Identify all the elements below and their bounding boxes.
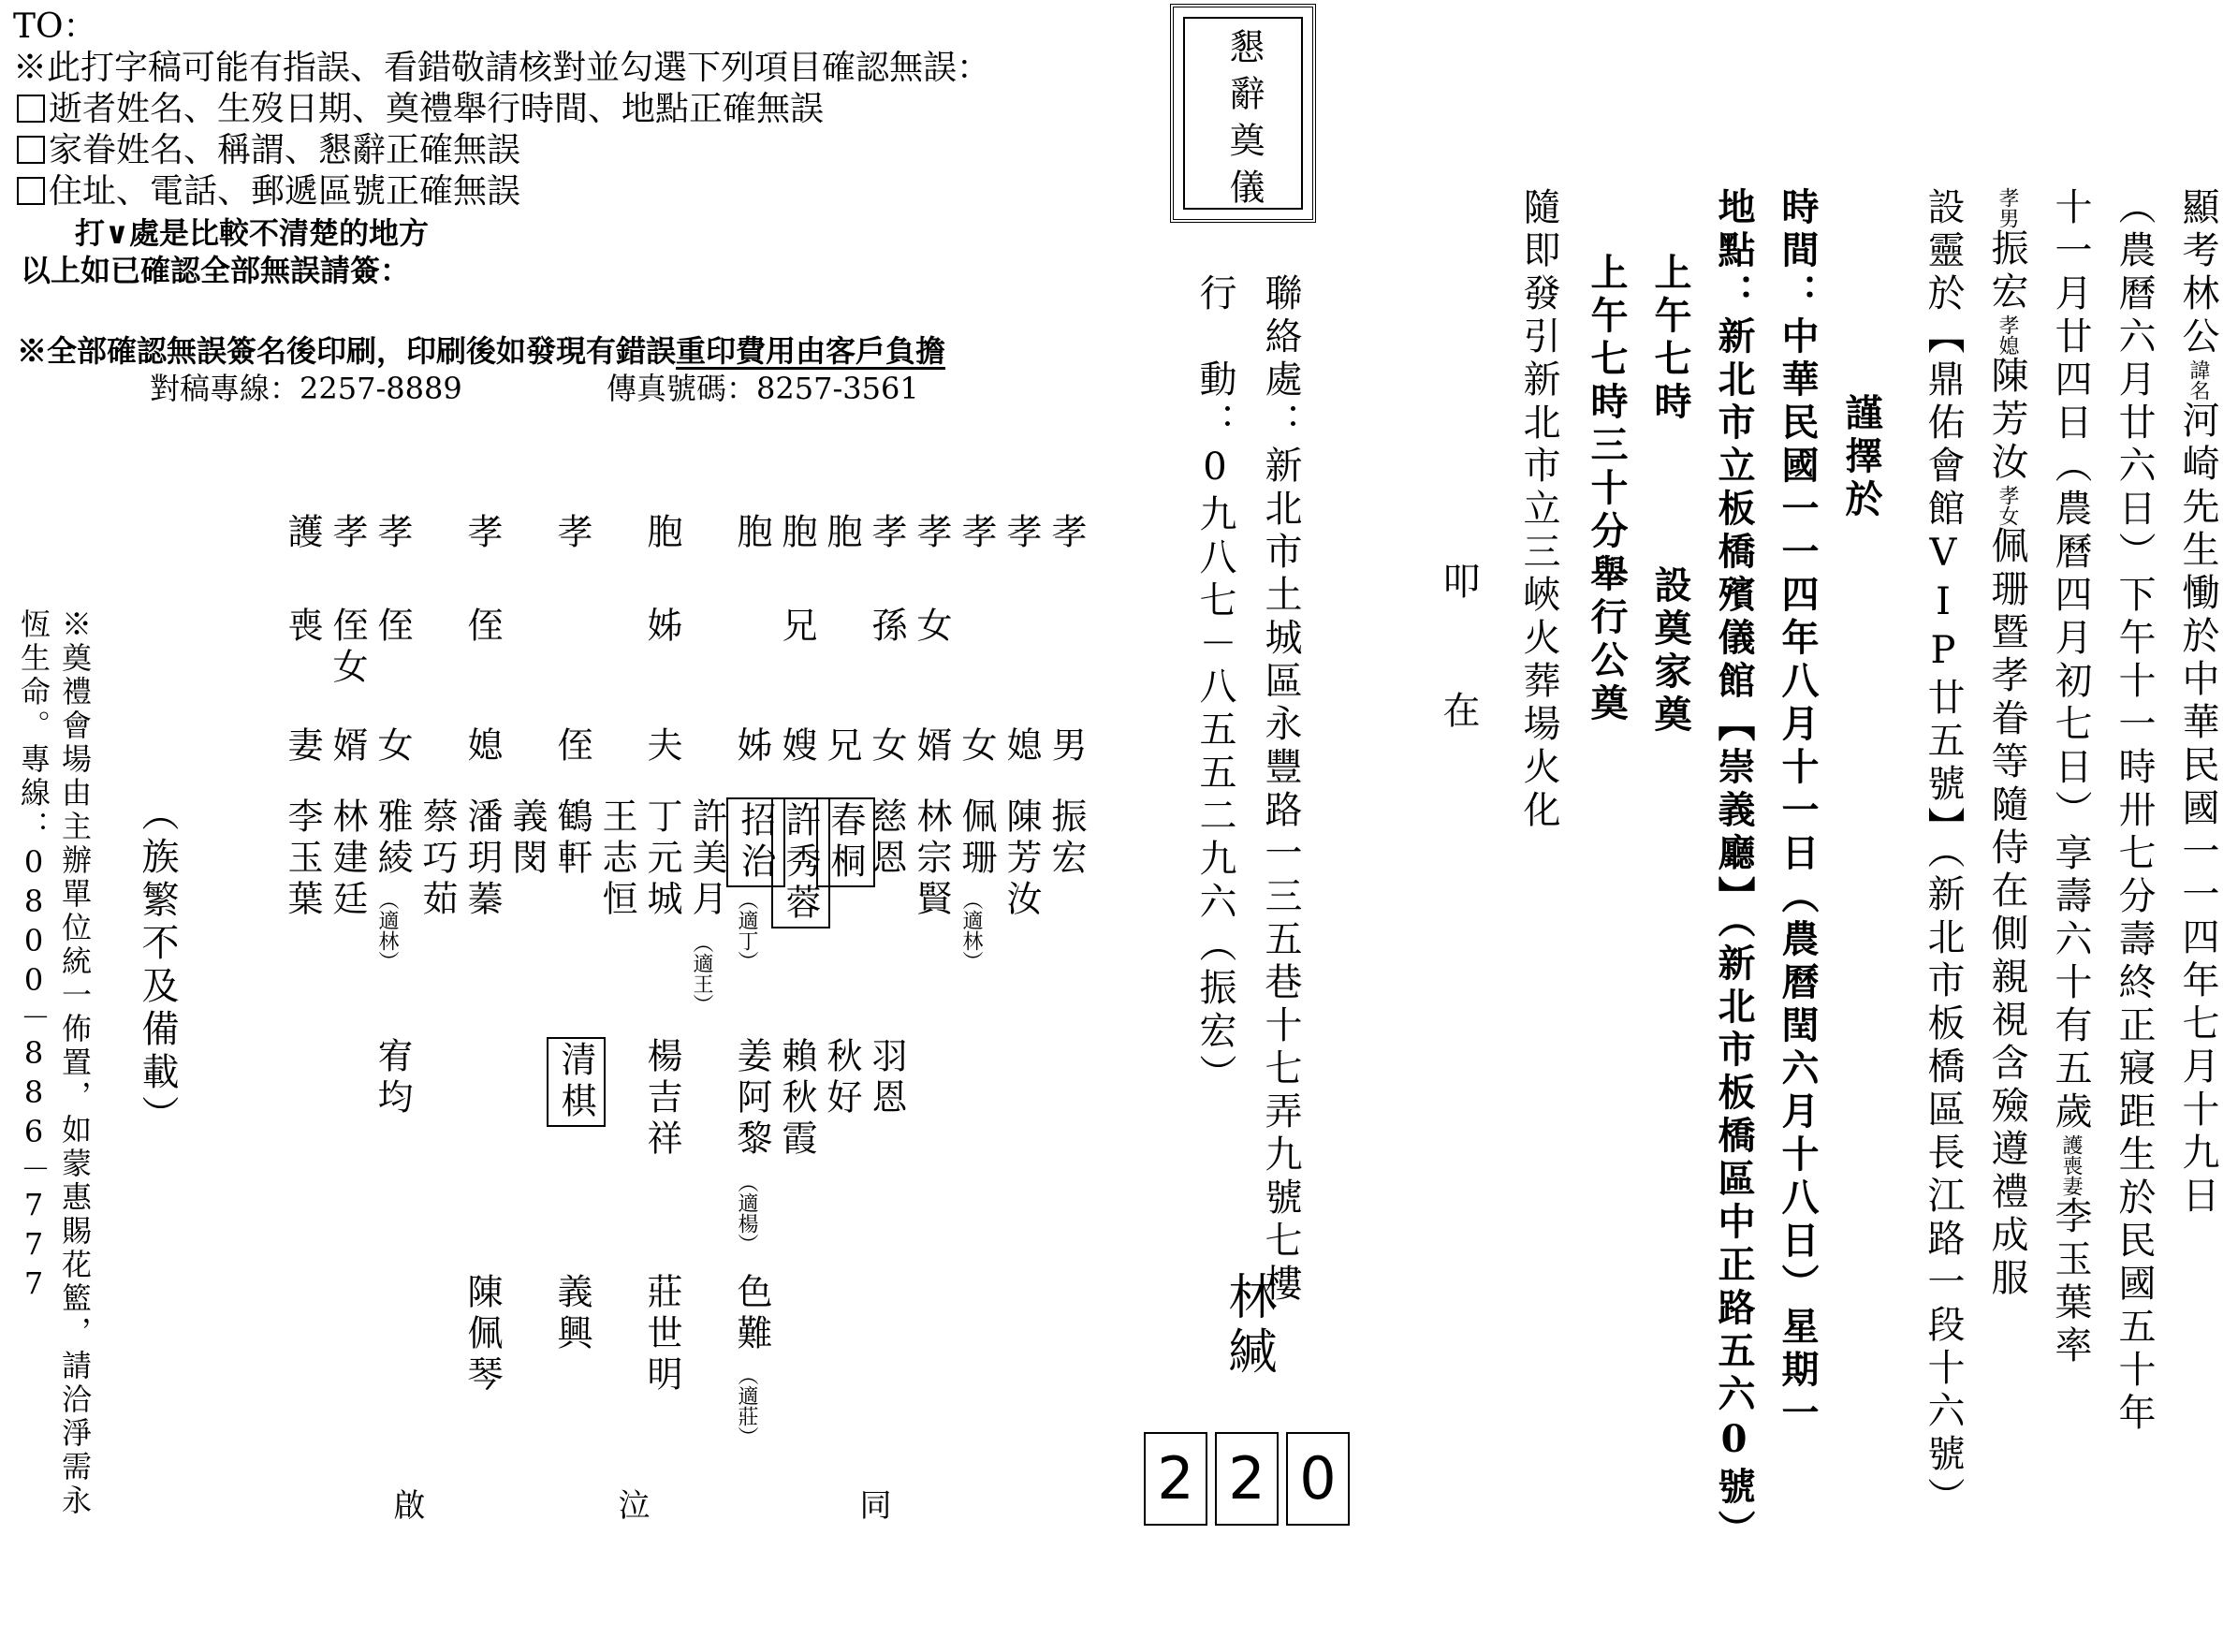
proof-phone: 對稿專線：2257-8889 (150, 371, 462, 406)
family-name: 丁元城 (641, 797, 682, 921)
family-title: 孝 (461, 513, 503, 554)
family-name: 佩珊 (956, 797, 997, 880)
family-note-married: （適王） (690, 932, 713, 1015)
family-relation-mid: 侄女 (327, 607, 368, 689)
family-name: 清棋 (547, 1037, 606, 1127)
sign-hint: 以上如已確認全部無誤請簽： (21, 253, 411, 288)
family-name: 秋好 (821, 1037, 862, 1119)
family-name: 許秀蓉 (771, 797, 830, 928)
contact-phone: 行 動：0九八七－八五五二九六（振宏） (1193, 273, 1236, 1097)
family-relation-mid: 孫 (866, 607, 907, 648)
family-relation: 男 (1046, 726, 1087, 768)
family-name: 春桐 (816, 797, 875, 887)
postal-digit: 2 (1215, 1432, 1279, 1526)
schedule-public: 上午七時三十分舉行公奠 (1585, 253, 1629, 726)
funeral-location: 地點：新北市立板橋殯儀館【崇義廳】（新北市板橋區中正路五六0號） (1712, 187, 1756, 1553)
schedule-family: 上午七時設奠家奠 (1648, 253, 1692, 738)
family-title: 孝 (866, 513, 907, 554)
postal-digit: 0 (1286, 1432, 1350, 1526)
postal-digit: 2 (1144, 1432, 1207, 1526)
family-title: 胞 (641, 513, 682, 554)
family-relation: 婿 (327, 726, 368, 768)
family-name: 林宗賢 (911, 797, 952, 921)
family-name: 楊吉祥 (641, 1037, 682, 1161)
obituary-line: 顯考林公諱名河崎先生慟於中華民國一一四年七月十九日 (2176, 187, 2219, 1219)
family-note: （族繁不及備載） (136, 794, 179, 1138)
family-relation-mid: 女 (911, 607, 952, 648)
family-name: 蔡巧茹 (417, 797, 458, 921)
family-title: 胞 (731, 513, 772, 554)
family-title: 胞 (776, 513, 817, 554)
checklist-item[interactable]: 逝者姓名、生歿日期、奠禮舉行時間、地點正確無誤 (17, 88, 824, 131)
family-relation: 女 (866, 726, 907, 768)
family-name: 慈恩 (866, 797, 907, 880)
fax-number: 傳真號碼：8257-3561 (607, 371, 919, 406)
family-relation-mid: 兄 (776, 607, 817, 648)
check-hint: 打∨處是比較不清楚的地方 (75, 215, 429, 251)
family-name: 王志恒 (596, 797, 637, 921)
family-name: 義閔 (506, 797, 548, 880)
family-note-married: （適莊） (735, 1365, 758, 1447)
family-name: 姜阿黎 (731, 1037, 772, 1161)
family-relation: 婿 (911, 726, 952, 768)
funeral-time: 時間：中華民國一一四年八月十一日（農曆閏六月十八日）星期一 (1776, 187, 1820, 1436)
family-title: 孝 (327, 513, 368, 554)
family-name: 雅綾 (372, 797, 413, 880)
print-warning: ※全部確認無誤簽名後印刷，印刷後如發現有錯誤重印費用由客戶負擔 (17, 333, 946, 369)
family-name: 色難 (731, 1273, 772, 1355)
family-relation: 侄 (551, 726, 592, 768)
family-title: 孝 (551, 513, 592, 554)
title-text: 懇辭奠儀 (1223, 28, 1265, 215)
family-name: 莊世明 (641, 1273, 682, 1396)
family-name: 宥均 (372, 1037, 413, 1119)
family-note-married: （適林） (375, 889, 399, 972)
group-label: 同 (854, 1488, 891, 1520)
checkbox-icon[interactable] (17, 95, 45, 123)
family-name: 鶴軒 (551, 797, 592, 880)
group-label: 啟 (388, 1488, 425, 1520)
family-relation-mid: 姊 (641, 607, 682, 648)
family-relation: 妻 (282, 726, 323, 768)
title-frame (1170, 4, 1316, 223)
checklist-item[interactable]: 住址、電話、郵遞區號正確無誤 (17, 170, 520, 213)
family-name: 許美月 (686, 797, 727, 921)
family-title: 孝 (1046, 513, 1087, 554)
family-relation: 兄 (821, 726, 862, 768)
florist-note: ※奠禮會場由主辦單位統一佈置，如蒙惠賜花籃，請洽淨需永恆生命。專線：0800－886－777 (16, 608, 93, 1518)
family-name: 林建廷 (327, 797, 368, 921)
group-label: 泣 (612, 1488, 650, 1520)
family-title: 孝 (956, 513, 997, 554)
checkbox-icon[interactable] (17, 136, 45, 164)
family-title: 孝 (372, 513, 413, 554)
to-label: TO： (13, 7, 97, 46)
closing-text: 叩 在 (1437, 562, 1480, 734)
family-relation: 夫 (641, 726, 682, 768)
obituary-line: （農曆六月廿六日）下午十一時卅七分壽終正寢距生於民國五十年 (2113, 187, 2156, 1436)
family-relation: 女 (372, 726, 413, 768)
family-note-married: （適丁） (735, 889, 758, 972)
family-name: 李玉葉 (282, 797, 323, 921)
family-name: 招治 (726, 797, 785, 887)
checklist-item[interactable]: 家眷姓名、稱謂、懇辭正確無誤 (17, 129, 520, 172)
obituary-line: 謹擇於 (1839, 393, 1883, 522)
family-note-married: （適楊） (735, 1172, 758, 1254)
family-relation: 女 (956, 726, 997, 768)
family-relation: 媳 (1001, 726, 1042, 768)
checkbox-icon[interactable] (17, 177, 45, 205)
proof-note: ※此打字稿可能有指誤、看錯敬請核對並勾選下列項目確認無誤： (13, 49, 991, 87)
family-relation: 嫂 (776, 726, 817, 768)
obituary-line: 設靈於【鼎佑會館VIP廿五號】（新北市板橋區長江路一段十六號） (1922, 187, 1965, 1520)
family-name: 陳佩琴 (461, 1273, 503, 1396)
family-relation: 媳 (461, 726, 503, 768)
cremation-note: 隨即發引新北市立三峽火葬場火化 (1517, 187, 1560, 833)
family-name: 振宏 (1046, 797, 1087, 880)
family-name: 義興 (551, 1273, 592, 1355)
family-title: 孝 (911, 513, 952, 554)
family-note-married: （適林） (959, 889, 983, 972)
family-name: 賴秋霞 (776, 1037, 817, 1161)
family-name: 羽恩 (866, 1037, 907, 1119)
family-title: 孝 (1001, 513, 1042, 554)
contact-address: 聯絡處：新北市土城區永豐路一三五巷十七弄九號七樓 (1259, 273, 1302, 1307)
family-name: 陳芳汝 (1001, 797, 1042, 921)
signature: 林緘 (1220, 1271, 1276, 1380)
family-title: 胞 (821, 513, 862, 554)
family-relation-mid: 侄 (372, 607, 413, 648)
obituary-line: 十一月廿四日（農曆四月初七日）享壽六十有五歲護喪妻李玉葉率 (2049, 187, 2092, 1368)
family-title: 護 (282, 513, 323, 554)
family-relation-mid: 喪 (282, 607, 323, 648)
obituary-line: 孝男振宏孝媳陳芳汝孝女佩珊暨孝眷等隨侍在側親視含殮遵禮成服 (1985, 187, 2028, 1301)
family-name: 潘玥蓁 (461, 797, 503, 921)
family-relation-mid: 侄 (461, 607, 503, 648)
family-relation: 姊 (731, 726, 772, 768)
